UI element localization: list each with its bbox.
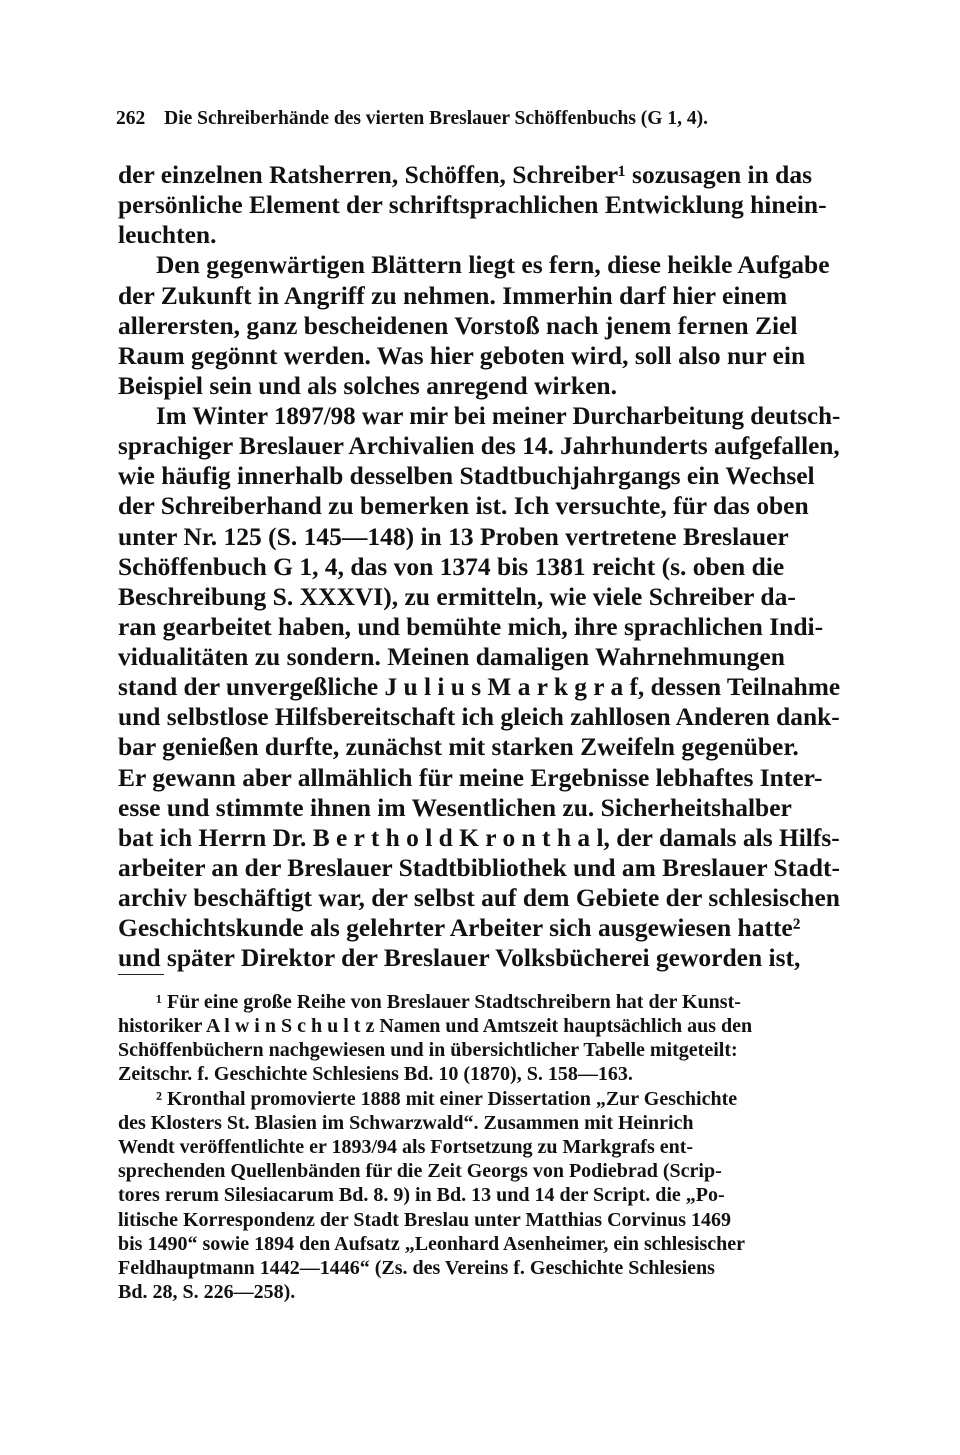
body-line: allerersten, ganz bescheidenen Vorstoß nach jenem fernen Ziel	[118, 311, 798, 340]
body-line: und später Direktor der Breslauer Volksbücherei geworden ist,	[118, 943, 801, 972]
body-line: Raum gegönnt werden. Was hier geboten wird, soll also nur ein	[118, 341, 806, 370]
body-line: wie häufig innerhalb desselben Stadtbuchjahrgangs ein Wechsel	[118, 461, 815, 490]
body-line: der Zukunft in Angriff zu nehmen. Immerhin darf hier einem	[118, 281, 788, 310]
footnote-line: Zeitschr. f. Geschichte Schlesiens Bd. 10 (1870), S. 158—163.	[118, 1063, 633, 1085]
body-line: bar genießen durfte, zunächst mit starken Zweifeln gegenüber.	[118, 732, 799, 761]
body-line: Den gegenwärtigen Blättern liegt es fern, diese heikle Aufgabe	[156, 250, 830, 279]
body-line: der Schreiberhand zu bemerken ist. Ich versuchte, für das oben	[118, 491, 809, 520]
footnote-line: Schöffenbüchern nachgewiesen und in übersichtlicher Tabelle mitgeteilt:	[118, 1039, 738, 1061]
running-title: Die Schreiberhände des vierten Breslauer Schöffenbuchs (G 1, 4).	[164, 108, 708, 129]
body-line: und selbstlose Hilfsbereitschaft ich gleich zahllosen Anderen dank-	[118, 702, 840, 731]
body-line: esse und stimmte ihnen im Wesentlichen zu. Sicherheitshalber	[118, 793, 792, 822]
footnote-line: ¹ Für eine große Reihe von Breslauer Stadtschreibern hat der Kunst-	[156, 991, 741, 1013]
body-line: stand der unvergeßliche J u l i u s M a r k g r a f, dessen Teilnahme	[118, 672, 841, 701]
body-line: ran gearbeitet haben, und bemühte mich, ihre sprachlichen Indi-	[118, 612, 824, 641]
footnote-line: ² Kronthal promovierte 1888 mit einer Dissertation „Zur Geschichte	[156, 1088, 738, 1110]
footnote-separator	[118, 974, 164, 975]
body-line: unter Nr. 125 (S. 145—148) in 13 Proben vertretene Breslauer	[118, 522, 789, 551]
page-number: 262	[116, 108, 146, 129]
body-line: Schöffenbuch G 1, 4, das von 1374 bis 1381 reicht (s. oben die	[118, 552, 785, 581]
body-line: persönliche Element der schriftsprachlichen Entwicklung hinein-	[118, 190, 827, 219]
footnote-line: tores rerum Silesiacarum Bd. 8. 9) in Bd. 13 und 14 der Script. die „Po-	[118, 1184, 725, 1206]
running-header	[116, 108, 842, 130]
footnote-line: Bd. 28, S. 226—258).	[118, 1281, 296, 1303]
body-line: leuchten.	[118, 220, 217, 249]
body-line: archiv beschäftigt war, der selbst auf dem Gebiete der schlesischen	[118, 883, 840, 912]
body-line: Beschreibung S. XXXVI), zu ermitteln, wie viele Schreiber da-	[118, 582, 796, 611]
footnote-line: historiker A l w i n S c h u l t z Namen und Amtszeit hauptsächlich aus den	[118, 1015, 753, 1037]
body-line: bat ich Herrn Dr. B e r t h o l d K r o n t h a l, der damals als Hilfs-	[118, 823, 840, 852]
body-line: Beispiel sein und als solches anregend wirken.	[118, 371, 617, 400]
footnote-line: litische Korrespondenz der Stadt Breslau unter Matthias Corvinus 1469	[118, 1209, 731, 1231]
body-line: Er gewann aber allmählich für meine Ergebnisse lebhaftes Inter-	[118, 763, 823, 792]
footnote-line: des Klosters St. Blasien im Schwarzwald“. Zusammen mit Heinrich	[118, 1112, 694, 1134]
body-line: Im Winter 1897/98 war mir bei meiner Durcharbeitung deutsch-	[156, 401, 841, 430]
footnote-line: Feldhauptmann 1442—1446“ (Zs. des Vereins f. Geschichte Schlesiens	[118, 1257, 715, 1279]
body-line: vidualitäten zu sondern. Meinen damaligen Wahrnehmungen	[118, 642, 785, 671]
body-line: Geschichtskunde als gelehrter Arbeiter sich ausgewiesen hatte²	[118, 913, 801, 942]
body-line: arbeiter an der Breslauer Stadtbibliothek und am Breslauer Stadt-	[118, 853, 840, 882]
footnote-line: sprechenden Quellenbänden für die Zeit Georgs von Podiebrad (Scrip-	[118, 1160, 722, 1182]
footnote-line: Wendt veröffentlichte er 1893/94 als Fortsetzung zu Markgrafs ent-	[118, 1136, 694, 1158]
body-line: der einzelnen Ratsherren, Schöffen, Schreiber¹ sozusagen in das	[118, 160, 813, 189]
footnote-line: bis 1490“ sowie 1894 den Aufsatz „Leonhard Asenheimer, ein schlesischer	[118, 1233, 746, 1255]
body-line: sprachiger Breslauer Archivalien des 14. Jahrhunderts aufgefallen,	[118, 431, 840, 460]
